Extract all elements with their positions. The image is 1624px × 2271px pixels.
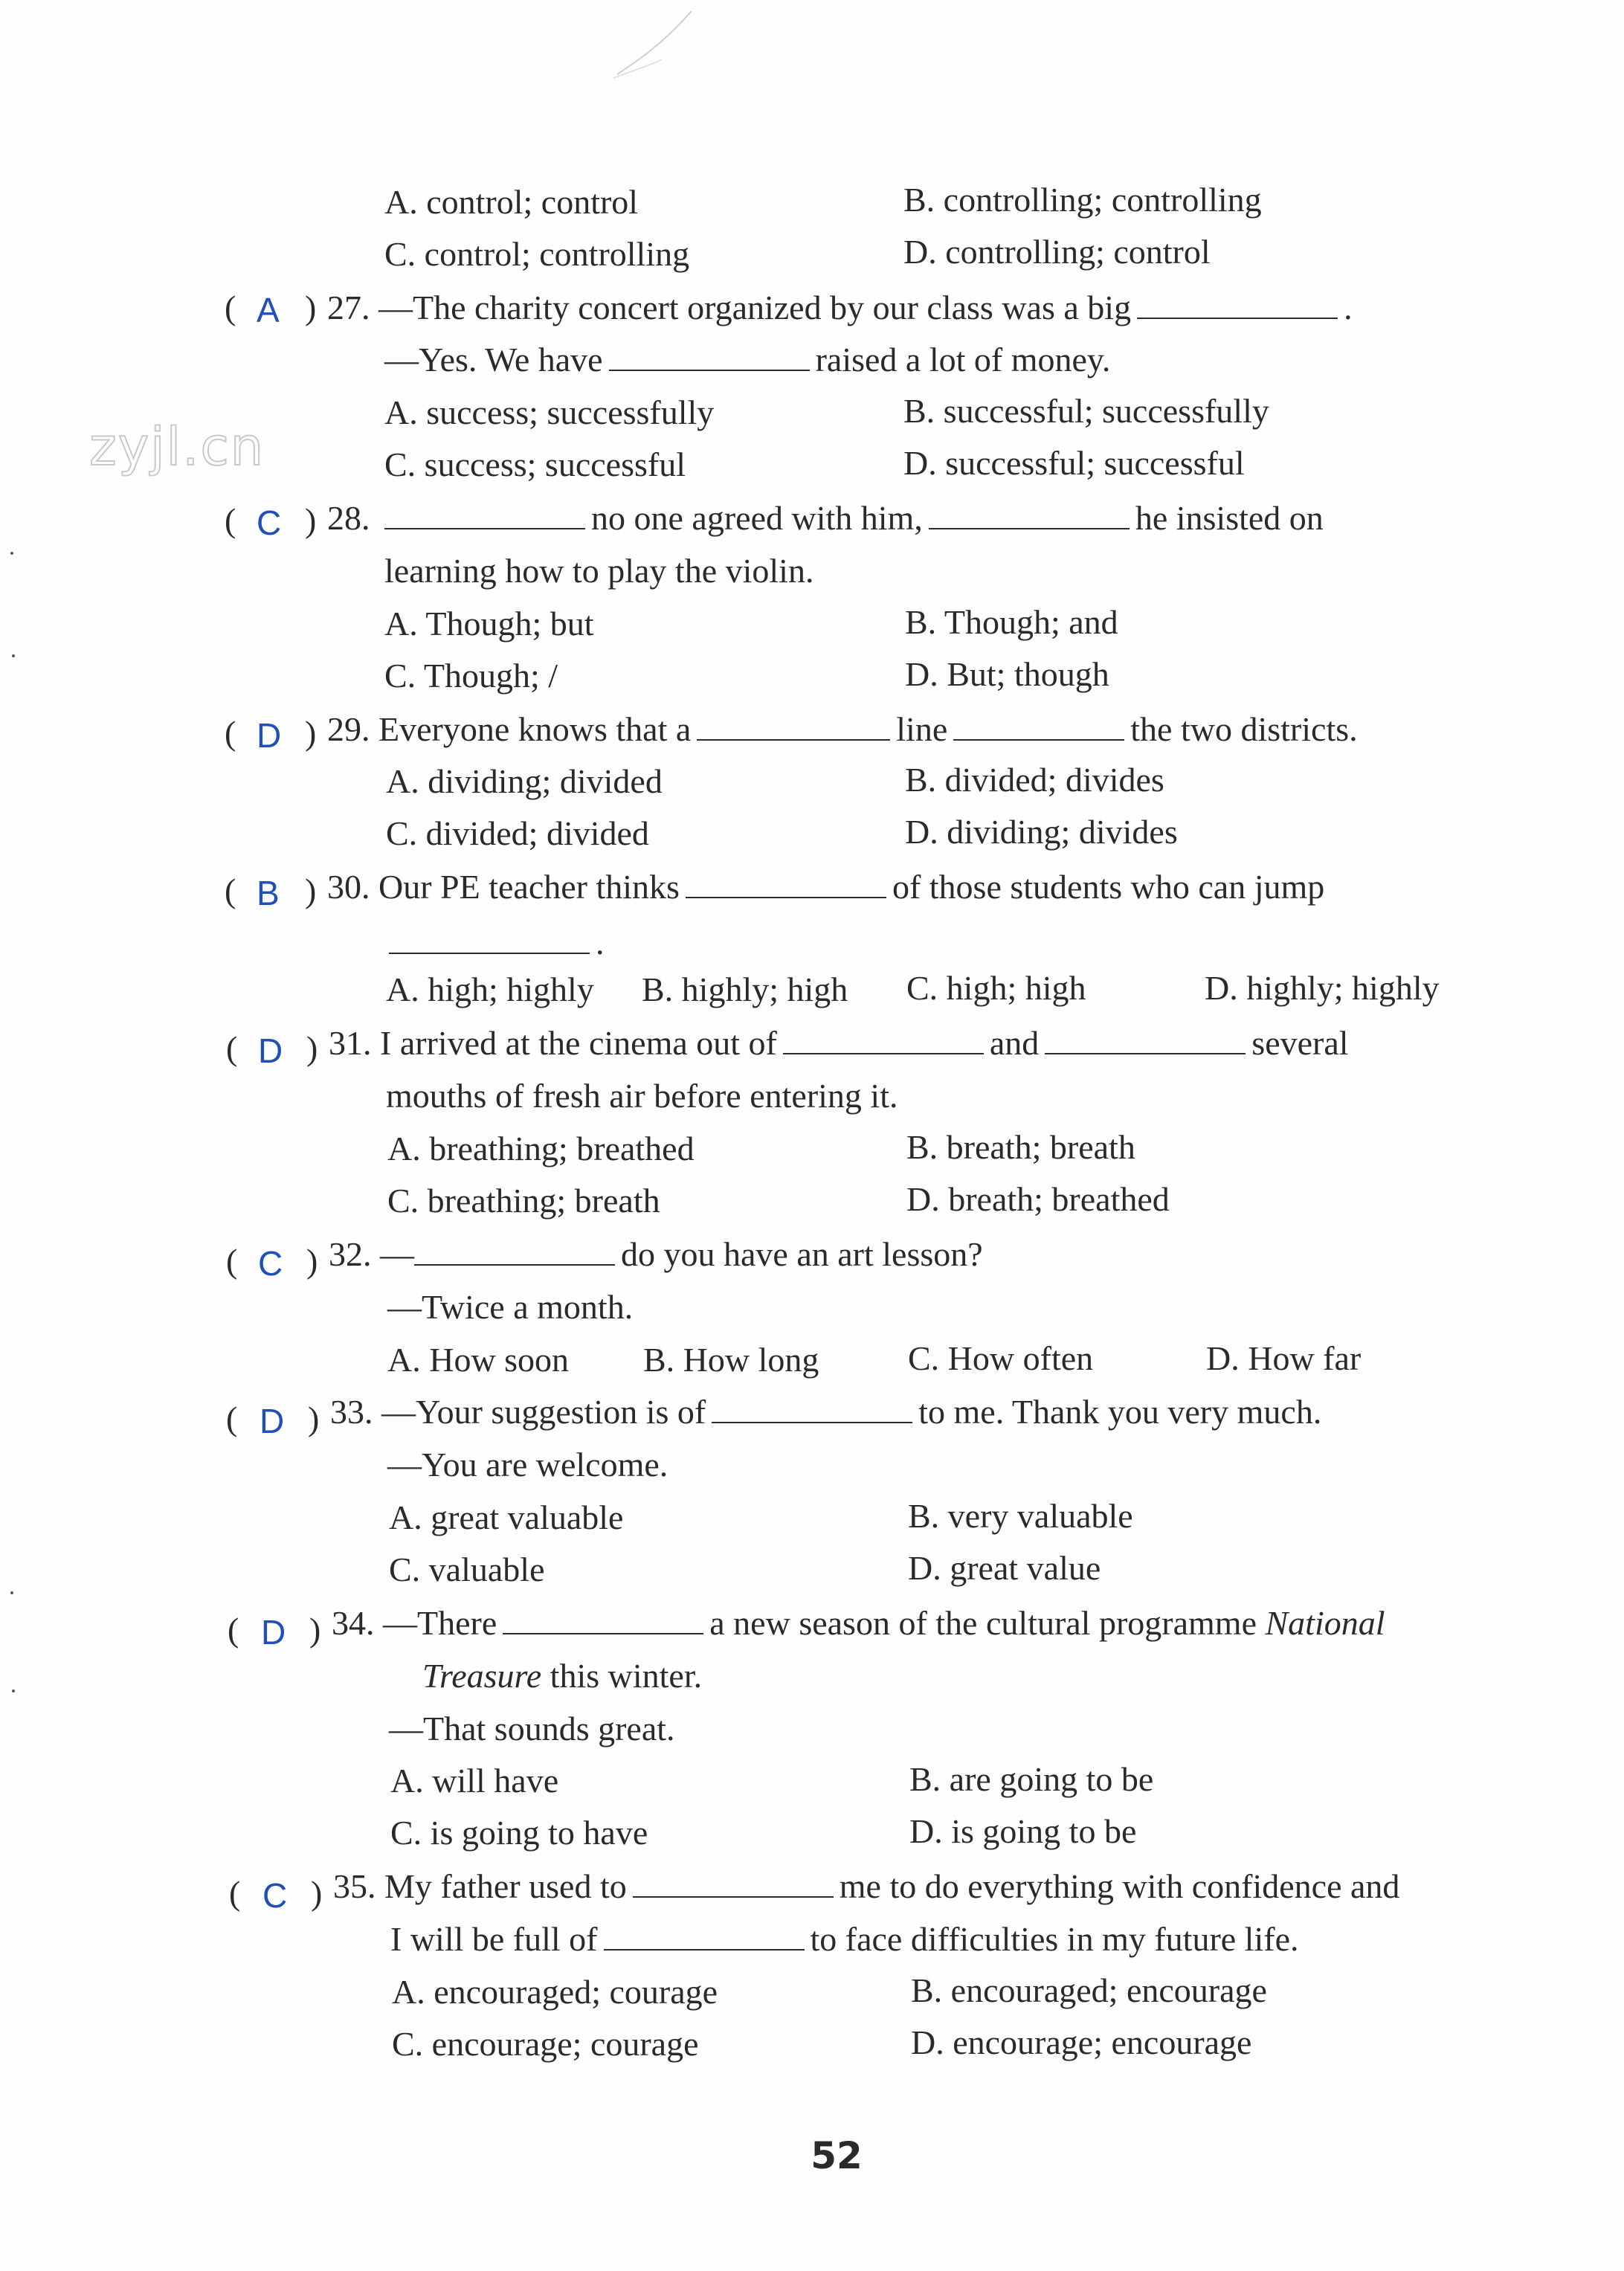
answer-bracket-close: ) [308,1399,320,1437]
question-number: 35. [333,1867,376,1905]
answer-blank [414,1236,615,1266]
question-line: —Twice a month. [387,1288,634,1326]
answer-blank [686,869,886,898]
question-line [422,1655,702,1697]
answer-bracket-close: ) [306,1242,318,1280]
answer-blank [389,924,590,954]
option-d: D. is going to be [909,1812,1137,1850]
option-b: B. divided; divides [905,761,1164,799]
question-text: he insisted on [1135,499,1324,537]
question-line: learning how to play the violin. [384,552,814,590]
answer-blank [609,341,810,371]
question-number: 31. [329,1024,372,1062]
question-text: to me. Thank you very much. [918,1393,1322,1431]
question-line [384,339,1110,381]
answer-letter: B [257,874,280,912]
option-a: A. will have [390,1762,559,1800]
option-b: B. Though; and [905,603,1118,641]
scan-speck [12,1689,15,1692]
question-text: do you have an art lesson? [621,1235,983,1273]
question-text: to face difficulties in my future life. [810,1920,1299,1958]
answer-letter: A [257,291,280,329]
answer-letter: D [260,1402,285,1440]
question-text: no one agreed with him, [591,499,923,537]
question-number: 34. [332,1604,375,1642]
option-a: A. high; highly [386,970,594,1008]
answer-blank [503,1605,703,1634]
answer-bracket-close: ) [311,1874,323,1912]
answer-letter: D [258,1031,283,1070]
option-c: C. encourage; courage [392,2025,699,2063]
question-text: Everyone knows that a [378,710,692,748]
question-text: . [596,924,605,961]
question-text: —Your suggestion is of [381,1393,706,1431]
answer-bracket-open: ( [226,1029,238,1067]
answer-blank [953,711,1124,741]
question-text: the two districts. [1130,710,1358,748]
answer-letter: C [258,1244,283,1283]
question-number: 32. [329,1235,372,1273]
answer-bracket-open: ( [228,1611,239,1649]
q26-option-d: D. controlling; control [903,233,1211,271]
question-text: —There [383,1604,497,1642]
question-line: —You are welcome. [387,1446,668,1484]
answer-letter: C [257,503,282,542]
option-b: B. How long [643,1341,819,1379]
answer-bracket-close: ) [305,501,317,539]
option-c: C. divided; divided [386,814,649,852]
answer-bracket-close: ) [305,714,317,752]
answer-letter: D [257,716,282,755]
scan-speck [10,1591,13,1594]
option-a: A. breathing; breathed [387,1130,695,1167]
question-number: 30. [327,868,370,906]
question-number: 27. [327,289,370,326]
option-a: A. encouraged; courage [392,1973,718,2011]
answer-letter: D [261,1613,286,1652]
option-b: B. breath; breath [906,1128,1135,1166]
option-b: B. are going to be [909,1760,1154,1798]
answer-bracket-open: ( [226,1242,238,1280]
answer-bracket-close: ) [305,289,317,326]
question-text: My father used to [384,1867,627,1905]
q26-option-c: C. control; controlling [384,235,690,273]
question-text: I arrived at the cinema out of [380,1024,777,1062]
question-line [327,287,1353,329]
question-text: —Yes. We have [384,341,603,378]
option-a: A. success; successfully [384,393,715,431]
watermark: zyjl.cn [89,416,265,477]
answer-bracket-open: ( [225,501,236,539]
question-text: and [989,1024,1040,1062]
question-line [327,709,1358,750]
answer-blank [384,500,585,529]
question-line [329,1234,983,1275]
answer-blank [712,1394,912,1423]
answer-blank [1045,1025,1246,1054]
question-line [327,866,1324,908]
option-d: D. great value [908,1549,1101,1587]
question-line [333,1866,1399,1907]
question-text: —The charity concert organized by our class was a big [378,289,1132,326]
option-a: A. great valuable [389,1498,624,1536]
question-number: 29. [327,710,370,748]
question-text: — [380,1235,414,1273]
answer-bracket-close: ) [306,1029,318,1067]
answer-letter: C [262,1876,288,1915]
programme-title: Treasure [422,1657,542,1695]
option-d: D. highly; highly [1205,969,1440,1007]
option-b: B. very valuable [908,1497,1133,1535]
question-line [389,922,605,964]
answer-bracket-open: ( [225,872,236,909]
option-b: B. encouraged; encourage [911,1971,1267,2009]
question-line: —That sounds great. [389,1710,675,1747]
question-number: 28. [327,499,370,537]
answer-blank [604,1921,805,1951]
question-text: a new season of the cultural programme [709,1604,1257,1642]
answer-blank [783,1025,984,1054]
question-line [329,1022,1349,1064]
question-text: raised a lot of money. [815,341,1111,378]
answer-bracket-close: ) [305,872,317,909]
option-a: A. How soon [387,1341,570,1379]
question-text: me to do everything with confidence and [839,1867,1400,1905]
question-line [390,1919,1298,1960]
option-c: C. high; high [906,969,1086,1007]
option-d: D. successful; successful [903,444,1245,482]
option-c: C. success; successful [384,445,686,483]
question-text: several [1251,1024,1349,1062]
scan-mark [610,7,706,82]
question-text: Our PE teacher thinks [378,868,680,906]
answer-blank [633,1868,834,1898]
option-d: D. dividing; divides [905,813,1178,851]
scan-speck [12,654,15,657]
answer-blank [697,711,890,741]
question-text: I will be full of [390,1920,598,1958]
answer-bracket-open: ( [225,714,236,752]
option-a: A. dividing; divided [386,762,663,800]
option-d: D. How far [1206,1339,1362,1377]
question-line [327,497,1324,539]
question-line [332,1602,1385,1644]
question-line [330,1391,1321,1433]
answer-blank [1137,289,1338,319]
option-c: C. Though; / [384,657,558,695]
programme-title: National [1265,1604,1385,1642]
option-c: C. breathing; breath [387,1182,660,1220]
answer-bracket-close: ) [309,1611,321,1649]
option-d: D. breath; breathed [906,1180,1170,1218]
option-a: A. Though; but [384,605,594,642]
option-b: B. highly; high [642,970,848,1008]
option-d: D. encourage; encourage [911,2023,1252,2061]
question-text: this winter. [550,1657,703,1695]
question-line: mouths of fresh air before entering it. [386,1077,898,1115]
q26-option-a: A. control; control [384,183,639,221]
option-c: C. How often [908,1339,1094,1377]
page-number: 52 [811,2134,863,2177]
option-c: C. valuable [389,1550,545,1588]
scan-speck [10,552,13,555]
q26-option-b: B. controlling; controlling [903,181,1262,219]
answer-blank [929,500,1130,529]
option-c: C. is going to have [390,1814,648,1852]
question-text: of those students who can jump [892,868,1325,906]
answer-bracket-open: ( [225,289,236,326]
question-text: line [896,710,948,748]
answer-bracket-open: ( [229,1874,241,1912]
answer-bracket-open: ( [226,1399,238,1437]
option-d: D. But; though [905,655,1109,693]
option-b: B. successful; successfully [903,392,1269,430]
question-text: . [1344,289,1353,326]
question-number: 33. [330,1393,373,1431]
